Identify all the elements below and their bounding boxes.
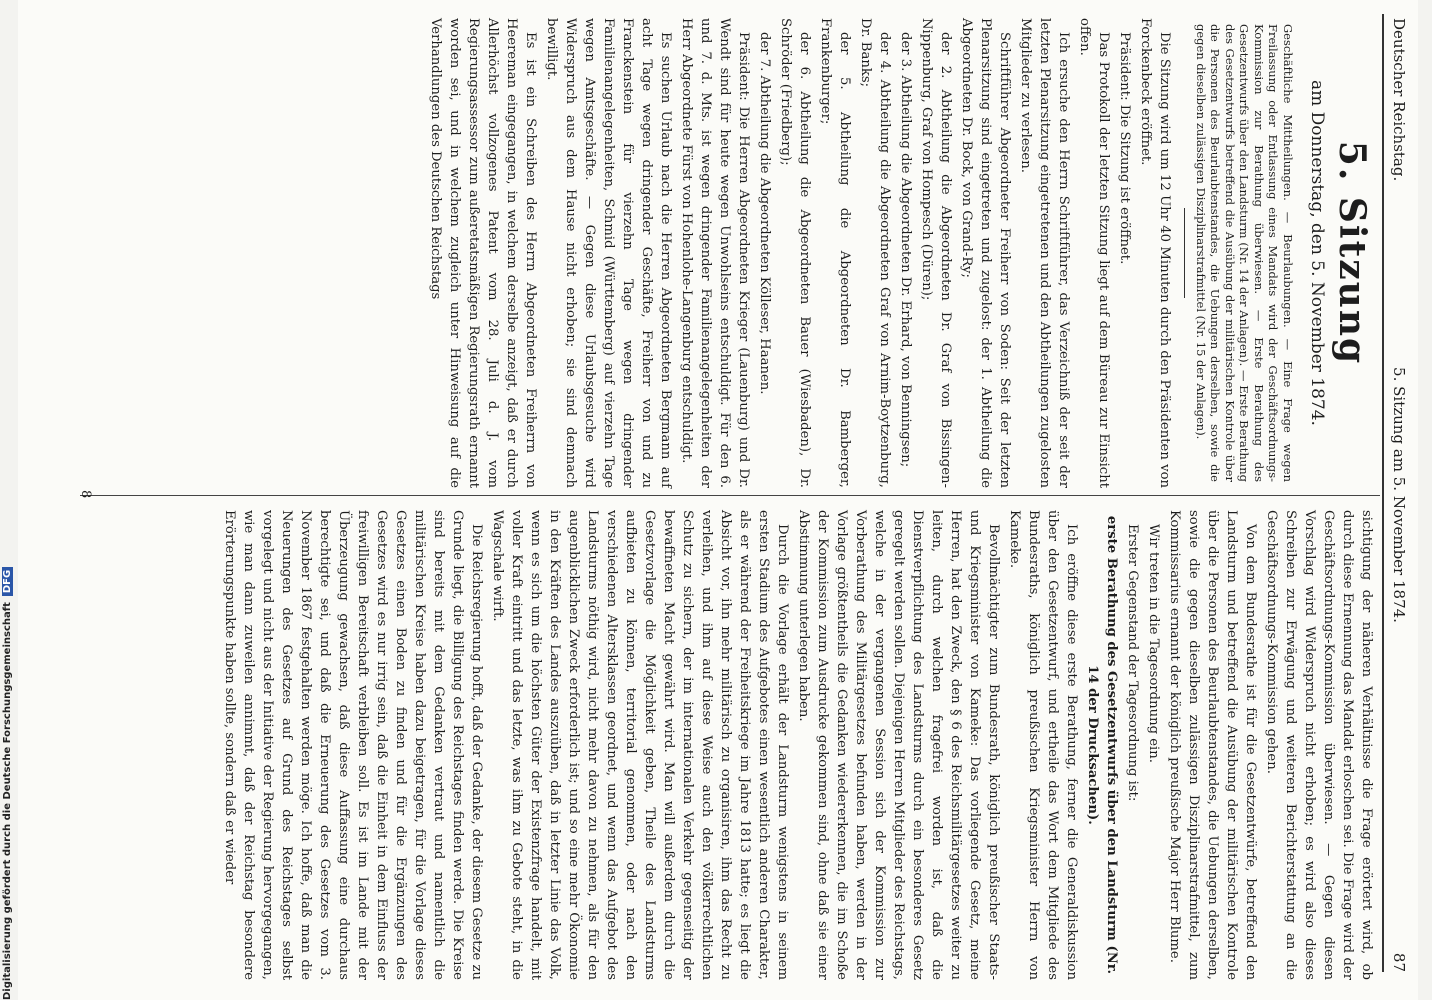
paragraph: Bevollmächtigter zum Bundesrath, königlich preußischer Staats- und Kriegsminister von Kameke: Das vorliegende Gesetz, meine Herren, hat den Zweck, den § 6 des Reichsmilitärgesetzes weiter zu leiten, durch welchen fragefrei worden ist, daß die Dienstverpflichtung des Landsturms durch ein besonderes Gesetz geregelt werden sollen. Diejenigen Herren Mitglieder des Reichstags, welche in der vergangenen Session sich der Kommission zur Vorberathung des Militärgesetzes befunden haben, werden in der Vorlage größtentheils die Gedanken wiedererkennen, die im Schoße der Kommission zum Ausdrucke gekommen sind, ohne daß sie einer Abstimmung unterlegen haben. <box>796 510 1001 980</box>
left-column <box>425 18 1377 488</box>
signature-mark: 8 <box>78 490 93 499</box>
column-divider <box>80 495 1380 496</box>
paragraph: Durch die Vorlage erhält der Landsturm wenigstens in seinem ersten Stadium des Aufgebotes einen wesentlich anderen Charakter, als er während der Freiheitskriege im Jahre 1813 hatte; es liegt die Absicht vor, ihn mehr militärisch zu organisiren, ihm das Recht zu verleihen, und ihm auf diese Weise auch den völkerrechtlichen Schutz zu sichern, der im internationalen Verkehr gegenseitig der bewaffneten Macht gewährt wird. Man will außerdem durch die Gesetzvorlage die Möglichkeit geben, Theile des Landsturms aufbieten zu können, territorial genommen, oder nach den verschiedenen Altersklassen geordnet, und wenn das Aufgebot des Landsturms nöthig wird, nicht mehr davon zu nehmen, als für den augenblicklichen Zweck erforderlich ist; und so eine mehr Ökonomie in den Kräften des Landes auszuüben, daß in letzter Linie das Volk, wenn es sich um die höchsten Güter der Existenzfrage handelt, mit voller Kraft eintritt und das letzte, was ihm zu Gebote steht, in die Wagschale wirft. <box>490 510 790 980</box>
credit-text: Digitalisierung gefördert durch die Deutsche Forschungsgemeinschaft <box>2 602 13 1000</box>
agenda-item: erste Berathung des Gesetzentwurfs über den Landsturm (Nr. 14 der Drucksachen). <box>1085 515 1119 975</box>
page-number: 87 <box>1390 952 1408 972</box>
running-header <box>1386 18 1412 972</box>
paragraph: Es suchen Urlaub nach die Herren Abgeordneten Bergmann auf acht Tage wegen dringender Geschäfte, Freiherr von und zu Franckenstein für vierzehn Tage wegen dringender Familienangelegenheiten, Schmid (Württemberg) auf vierzehn Tage wegen Amtsgeschäfte. — Gegen diese Urlaubsgesuche wird Widerspruch aus dem Hause nicht erhoben; sie sind demnach bewilligt. <box>544 18 674 488</box>
table-of-contents: Geschäftliche Mittheilungen. — Beurlaubungen. — Eine Frage wegen Freilassung oder Entlassung eines Mandats wird der Geschäftsordnungs-Kommission zur Berathung überwiesen. — Erste Berathung des Gesetzentwurfs über den Landsturm (Nr. 14 der Anlagen). — Erste Berathung des Gesetzentwurfs betreffend die Ausübung der militärischen Kontrole über die Personen des Beurlaubtenstandes, die Uebungen derselben, sowie die gegen dieselben zulässigen Disziplinarstrafmittel (Nr. 15 der Anlagen). <box>1194 24 1295 482</box>
paragraph: der 3. Abtheilung die Abgeordneten Dr. Erhard, von Benningsen; <box>898 32 914 468</box>
paragraph: Die Sitzung wird um 12 Uhr 40 Minuten durch den Präsidenten von Forckenbeck eröffnet. <box>1138 18 1173 488</box>
header-session: 5. Sitzung am 5. November 1874. <box>1390 367 1408 623</box>
paragraph: Von dem Bundesrathe ist für die Gesetzentwürfe, betreffend den Landsturm und betreffend die Ausübung der militärischen Kontrole über die Personen des Beurlaubtenstandes, die Uebungen derselben, sowie die gegen dieselben zulässigen Disziplinarstrafmittel, zum Kommissarius ernannt der königlich preußische Major Herr Blume. <box>1167 510 1258 980</box>
paragraph: der 7. Abtheilung die Abgeordneten Kölleser, Haanen. <box>757 32 773 395</box>
paragraph: Ich eröffne diese erste Berathung, ferner die Generaldiskussion über den Gesetzentwurf, und ertheile das Wort dem Mitgliede des Bundesraths, königlich preußischen Kriegsminister Herrn von Kameke. <box>1007 510 1079 980</box>
paragraph: Die Reichsregierung hofft, daß der Gedanke, der diesem Gesetze zu Grunde liegt, die Billigung des Reichstages finden werde. Die Kreise sind bereits mit dem Gedanken vertraut und namentlich die militärischen Kreise haben dazu beigetragen, für die Vorlage dieses Gesetzes einen Boden zu finden und für die Ergänzungen des Gesetzes wird es nur irrig sein, daß die Einheit in dem Einfluss der freiwilligen Bereitschaft verbleiben soll. Es ist im Lande mit der Überzeugung gewachsen, daß diese Auffassung eine durchaus berechtigte sei, und daß die Erneuerung des Gesetzes vom 3. November 1867 festgehalten werden möge. Ich hoffe, daß man die Neuerungen des Gesetzes auf Grund des Reichstages selbst vorgelegt und nicht aus der Initiative der Regierung hervorgegangen, wie man dann zuweilen annimmt, daß der Reichstag besondere Erörterungspunkte haben sollte, sondern daß er wieder <box>222 510 484 980</box>
paragraph: Das Protokoll der letzten Sitzung liegt auf dem Büreau zur Einsicht offen. <box>1077 18 1112 488</box>
paragraph: sichtigung der näheren Verhältnisse die Frage erörtert wird, ob durch diese Ernennung das Mandat erloschen sei. Die Frage wird der Geschäftsordnungs-Kommission überwiesen. — Gegen diesen Vorschlag wird Widerspruch nicht erhoben; es wird also dieses Schreiben zur Erwägung und weiteren Berichterstattung an die Geschäftsordnungs-Kommission gehen. <box>1264 510 1374 980</box>
paragraph: Präsident: Die Sitzung ist eröffnet. <box>1117 32 1133 265</box>
paragraph: der 5. Abtheilung die Abgeordneten Dr. Bamberger, Frankenburger; <box>818 18 853 488</box>
paragraph: der 2. Abtheilung die Abgeordneten Dr. Graf von Bissingen-Nippenburg, Graf von Hompesch (Düren); <box>919 18 954 488</box>
paragraph: Präsident: Die Herren Abgeordneten Krieger (Lauenburg) und Dr. Wendt sind für heute wegen Unwohlseins entschuldigt. Für den 6. und 7. d. Mts. ist wegen dringender Familienangelegenheiten der Herr Abgeordnete Fürst von Hohenlohe-Langenburg entschuldigt. <box>679 18 752 488</box>
separator-rule <box>1185 208 1186 298</box>
header-rule <box>1382 14 1384 972</box>
paragraph: Wir treten in die Tagesordnung ein. <box>1146 524 1161 763</box>
session-title: 5. Sitzung <box>1331 140 1373 366</box>
dfg-logo: DFG <box>2 567 13 596</box>
paragraph: Schriftführer Abgeordneter Freiherr von Soden: Seit der letzten Plenarsitzung sind eingetreten und zugelost: der 1. Abtheilung die Abgeordneten Dr. Bock, von Grand-Ry; <box>959 18 1013 488</box>
session-date: am Donnerstag, den 5. November 1874. <box>1307 80 1327 426</box>
paragraph: Es ist ein Schreiben des Herrn Abgeordneten Freiherrn von Heereman eingegangen, in welchem derselbe anzeigt, daß er durch Allerhöchst vollzogenes Patent vom 28. Juli d. J. vom Regierungsassessor zum außeretatsmäßigen Regierungsrath ernannt worden sei, und in welchem zugleich unter Hinweisung auf die Verhandlungen des Deutschen Reichstags <box>428 18 539 488</box>
paragraph: Erster Gegenstand der Tagesordnung ist: <box>1125 524 1140 802</box>
header-publication: Deutscher Reichstag. <box>1390 18 1408 182</box>
paragraph: der 4. Abtheilung die Abgeordneten Graf von Arnim-Boytzenburg, Dr. Banks; <box>858 18 893 488</box>
paragraph: der 6. Abtheilung die Abgeordneten Bauer (Wiesbaden), Dr. Schröder (Friedberg); <box>778 18 813 488</box>
digitization-credit <box>2 0 16 1000</box>
scanned-page <box>18 0 1418 1000</box>
right-column <box>218 510 1376 980</box>
paragraph: Ich ersuche den Herrn Schriftführer, das Verzeichniß der seit der letzten Plenarsitzung eingetretenen und den Abtheilungen zugelosten Mitglieder zu verlesen. <box>1018 18 1072 488</box>
